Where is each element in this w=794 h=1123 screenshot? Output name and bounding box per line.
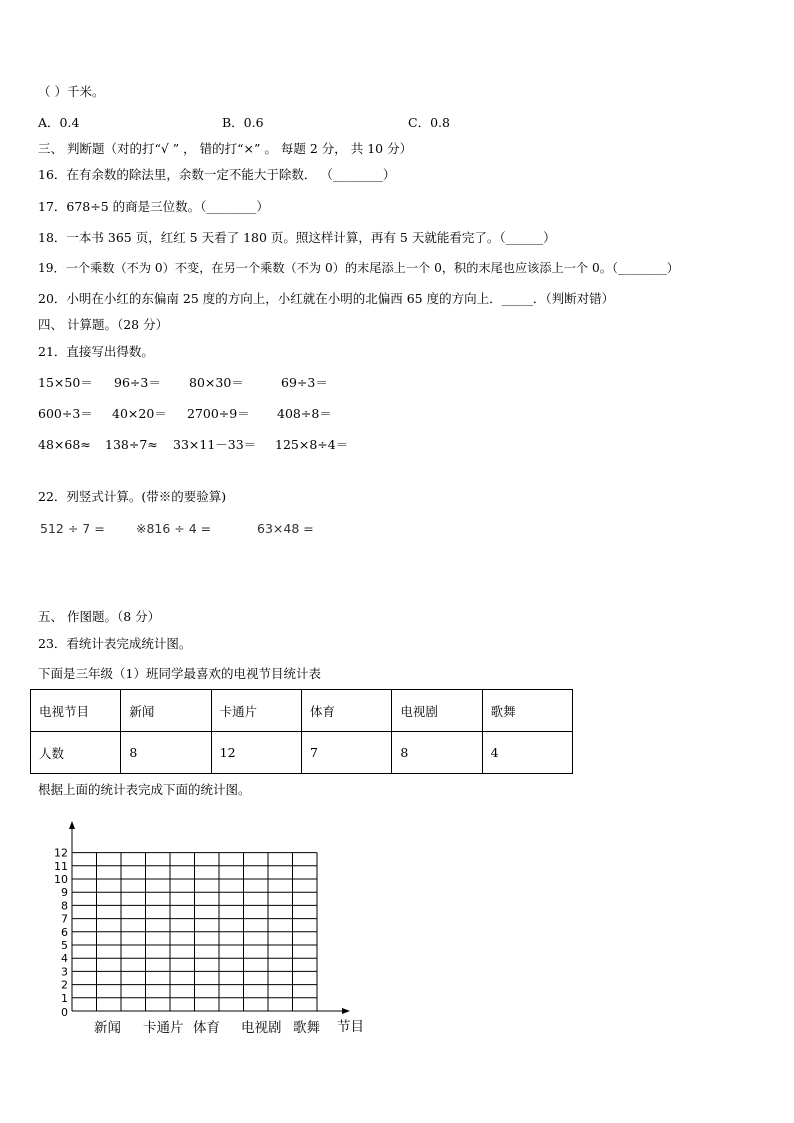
table-row (31, 732, 573, 774)
calc-item: 408÷8＝ (277, 406, 332, 421)
table-header-cell: 歌舞 (482, 690, 572, 732)
table-cell: 4 (482, 732, 572, 774)
y-tick-label: 8 (61, 899, 68, 913)
calc-item: 69÷3＝ (281, 375, 328, 390)
y-tick-label: 9 (61, 886, 68, 900)
table-header-cell: 电视节目 (31, 690, 121, 732)
y-tick-label: 7 (61, 912, 68, 926)
table-cell: 8 (121, 732, 211, 774)
y-tick-label: 10 (54, 873, 68, 886)
question-17: 17．678÷5 的商是三位数。（________） (38, 199, 269, 214)
question-20: 20．小明在小红的东偏南 25 度的方向上，小红就在小明的北偏西 65 度的方向上．_____．（判断对错） (38, 291, 615, 306)
calc-item: 600÷3＝ (38, 406, 93, 421)
table-caption: 下面是三年级（1）班同学最喜欢的电视节目统计表 (38, 666, 321, 681)
y-tick-label: 1 (61, 991, 68, 1005)
table-cell: 8 (392, 732, 482, 774)
table-cell: 7 (301, 732, 391, 774)
vertical-calc-item: ※816 ÷ 4 = (136, 521, 212, 536)
calc-item: 40×20＝ (112, 406, 167, 421)
y-tick-label: 4 (61, 952, 68, 966)
calc-item: 138÷7≈ (105, 437, 158, 452)
y-axis-arrow (69, 821, 75, 829)
table-header-cell: 新闻 (121, 690, 211, 732)
y-tick-label: 5 (61, 939, 68, 952)
x-category-label: 体育 (193, 1020, 220, 1036)
option-b: B．0.6 (222, 115, 264, 130)
bar-chart-grid (0, 815, 420, 1045)
section-4-heading: 四、 计算题。（28 分） (38, 317, 169, 332)
y-tick-label: 6 (61, 925, 68, 939)
question-15-tail: （ ）千米。 (38, 84, 105, 99)
y-tick-label: 3 (61, 965, 68, 979)
question-18: 18．一本书 365 页，红红 5 天看了 180 页。照这样计算，再有 5 天就能看完了。（______） (38, 230, 556, 245)
calc-item: 33×11－33＝ (173, 437, 257, 452)
question-22-title: 22．列竖式计算。(带※的要验算) (38, 489, 227, 504)
section-3-heading: 三、 判断题（对的打“√ ” ， 错的打“×” 。 每题 2 分， 共 10 分） (38, 141, 413, 156)
table-cell: 人数 (31, 732, 121, 774)
question-16: 16．在有余数的除法里，余数一定不能大于除数． （________） (38, 167, 396, 182)
x-category-label: 电视剧 (241, 1020, 282, 1036)
table-header-cell: 体育 (301, 690, 391, 732)
calc-item: 48×68≈ (38, 437, 91, 452)
y-tick-label: 2 (61, 978, 68, 992)
x-category-label: 新闻 (94, 1020, 121, 1036)
question-23-title: 23．看统计表完成统计图。 (38, 636, 192, 651)
question-21-title: 21．直接写出得数。 (38, 344, 154, 359)
table-header-cell: 电视剧 (392, 690, 482, 732)
x-axis-label: 节目 (337, 1019, 364, 1035)
y-tick-label: 0 (61, 1006, 68, 1019)
calc-item: 80×30＝ (189, 375, 244, 390)
calc-item: 2700÷9＝ (187, 406, 250, 421)
table-header-cell: 卡通片 (211, 690, 301, 732)
calc-item: 125×8÷4＝ (275, 437, 349, 452)
y-tick-label: 11 (54, 859, 68, 873)
vertical-calc-item: 63×48 = (257, 521, 314, 536)
table-header-row (31, 690, 573, 732)
calc-item: 15×50＝ (38, 375, 93, 390)
x-axis-arrow (342, 1008, 350, 1014)
section-5-heading: 五、 作图题。（8 分） (38, 609, 161, 624)
x-category-label: 歌舞 (293, 1020, 320, 1036)
x-category-label: 卡通片 (143, 1020, 184, 1036)
y-tick-label: 12 (54, 846, 68, 860)
statistics-table (30, 689, 573, 774)
question-19: 19．一个乘数（不为 0）不变，在另一个乘数（不为 0）的末尾添上一个 0，积的末尾也应该添上一个 0。（________） (38, 261, 679, 275)
option-c: C．0.8 (408, 115, 450, 130)
option-a: A．0.4 (38, 115, 80, 130)
vertical-calc-item: 512 ÷ 7 = (40, 521, 105, 536)
table-cell: 12 (211, 732, 301, 774)
chart-caption: 根据上面的统计表完成下面的统计图。 (38, 782, 251, 797)
calc-item: 96÷3＝ (114, 375, 161, 390)
